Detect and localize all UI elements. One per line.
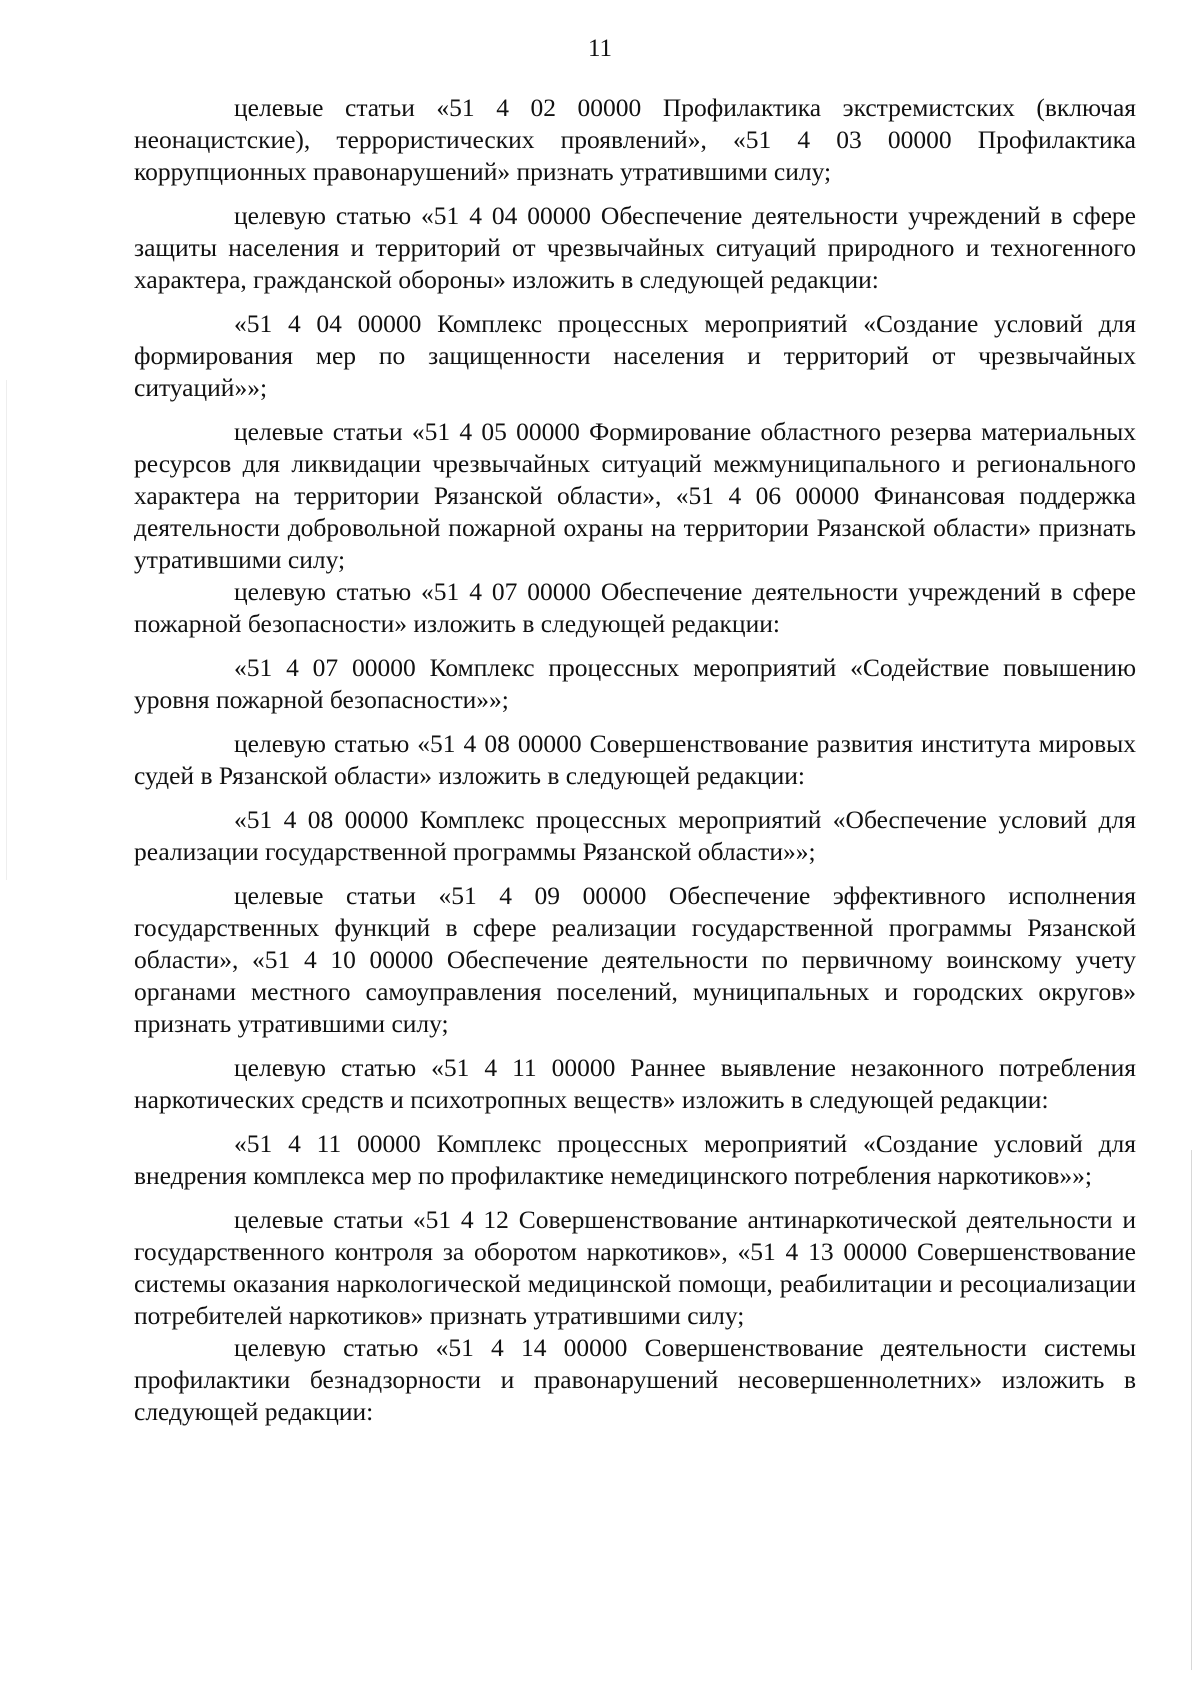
scan-edge-line-left <box>6 380 7 880</box>
paragraph-4: целевые статьи «51 4 05 00000 Формирование областного резерва материальных ресурсов для ликвидации чрезвычайных ситуаций межмуниципального и регионального характера на территории Рязанской области», «51 4 06 00000 Финансовая поддержка деятельности добровольной пожарной охраны на территории Рязанской области» признать утратившими силу; <box>134 417 1136 574</box>
paragraph-11: «51 4 11 00000 Комплекс процессных мероприятий «Создание условий для внедрения комплекса мер по профилактике немедицинского потребления наркотиков»»; <box>134 1129 1136 1190</box>
paragraph-3: «51 4 04 00000 Комплекс процессных мероприятий «Создание условий для формирования мер по защищенности населения и территорий от чрезвычайных ситуаций»»; <box>134 309 1136 402</box>
paragraph-6: «51 4 07 00000 Комплекс процессных мероприятий «Содействие повышению уровня пожарной безопасности»»; <box>134 653 1136 714</box>
paragraph-2: целевую статью «51 4 04 00000 Обеспечение деятельности учреждений в сфере защиты населения и территорий от чрезвычайных ситуаций природного и техногенного характера, гражданской обороны» изложить в следующей редакции: <box>134 201 1136 294</box>
scan-edge-line <box>1191 1150 1192 1670</box>
paragraph-8: «51 4 08 00000 Комплекс процессных мероприятий «Обеспечение условий для реализации государственной программы Рязанской области»»; <box>134 805 1136 866</box>
paragraph-12: целевые статьи «51 4 12 Совершенствование антинаркотической деятельности и государственного контроля за оборотом наркотиков», «51 4 13 00000 Совершенствование системы оказания наркологической медицинской помощи, реабилитации и ресоциализации потребителей наркотиков» признать утратившими силу; <box>134 1205 1136 1330</box>
paragraph-9: целевые статьи «51 4 09 00000 Обеспечение эффективного исполнения государственных функций в сфере реализации государственной программы Рязанской области», «51 4 10 00000 Обеспечение деятельности по первичному воинскому учету органами местного самоуправления поселений, муниципальных и городских округов» признать утратившими силу; <box>134 881 1136 1038</box>
paragraph-5: целевую статью «51 4 07 00000 Обеспечение деятельности учреждений в сфере пожарной безопасности» изложить в следующей редакции: <box>134 577 1136 638</box>
paragraph-7: целевую статью «51 4 08 00000 Совершенствование развития института мировых судей в Рязанской области» изложить в следующей редакции: <box>134 729 1136 790</box>
document-body <box>134 92 1136 1428</box>
paragraph-10: целевую статью «51 4 11 00000 Раннее выявление незаконного потребления наркотических средств и психотропных веществ» изложить в следующей редакции: <box>134 1053 1136 1114</box>
paragraph-1: целевые статьи «51 4 02 00000 Профилактика экстремистских (включая неонацистские), террористических проявлений», «51 4 03 00000 Профилактика коррупционных правонарушений» признать утратившими силу; <box>134 93 1136 186</box>
page-number: 11 <box>587 35 613 62</box>
paragraph-13: целевую статью «51 4 14 00000 Совершенствование деятельности системы профилактики безнадзорности и правонарушений несовершеннолетних» изложить в следующей редакции: <box>134 1333 1136 1426</box>
